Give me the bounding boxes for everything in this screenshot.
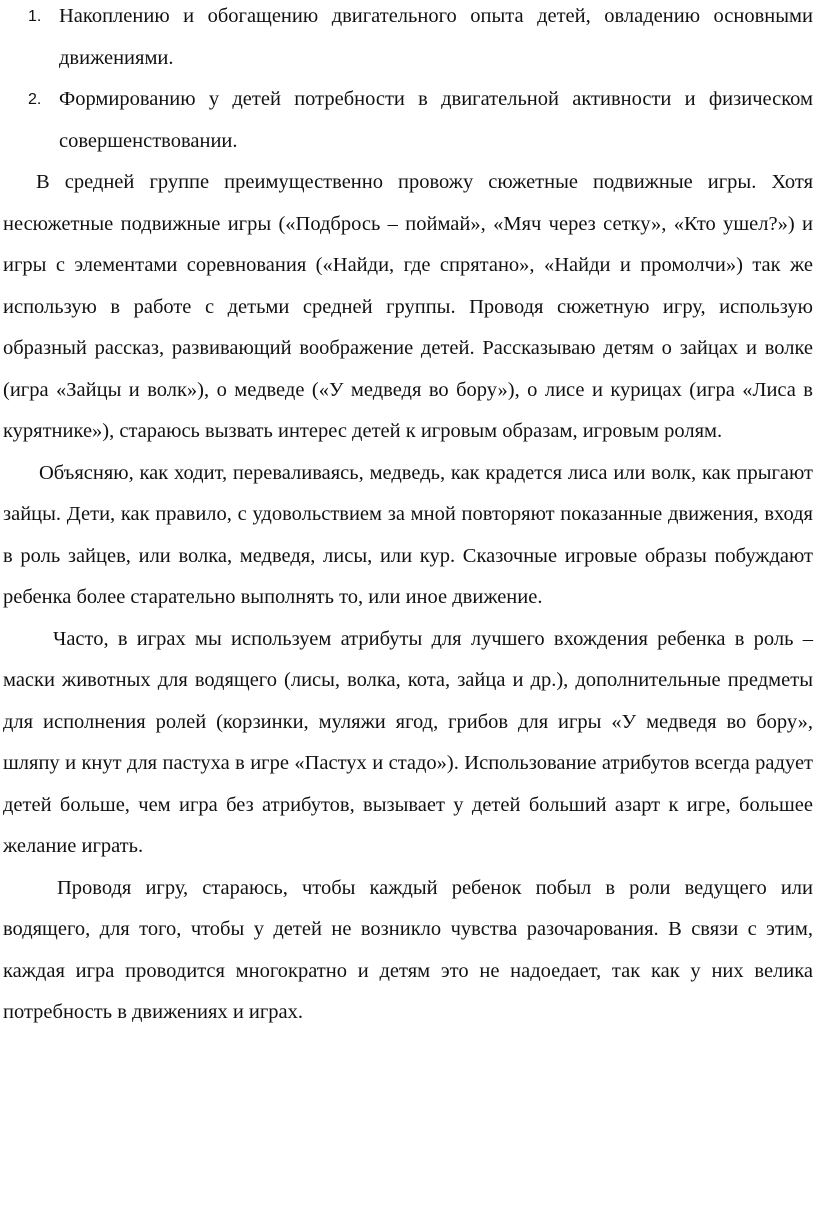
- numbered-list: [3, 0, 813, 162]
- list-item-number: 2.: [28, 91, 42, 108]
- paragraph-every-child-leads: Проводя игру, стараюсь, чтобы каждый ребенок побыл в роли ведущего или водящего, для того, чтобы у детей не возникло чувства разочарования. В связи с этим, каждая игра проводится многократно и детям это не надоедает, так как у них велика потребность в движениях и играх.: [3, 876, 813, 1023]
- paragraph-middle-group-games: В средней группе преимущественно провожу сюжетные подвижные игры. Хотя несюжетные подвижные игры («Подбрось – поймай», «Мяч через сетку», «Кто ушел?») и игры с элементами соревнования («Найди, где спрятано», «Найди и промолчи») так же использую в работе с детьми средней группы. Проводя сюжетную игру, использую образный рассказ, развивающий воображение детей. Рассказываю детям о зайцах и волке (игра «Зайцы и волк»), о медведе («У медведя во бору»), о лисе и курицах (игра «Лиса в курятнике»), стараюсь вызвать интерес детей к игровым образам, игровым ролям.: [3, 171, 813, 442]
- list-item-number: 1.: [28, 8, 42, 25]
- list-item: [3, 0, 813, 79]
- list-item-text: Накоплению и обогащению двигательного опыта детей, овладению основными движениями.: [59, 5, 813, 69]
- paragraph-attributes: Часто, в играх мы используем атрибуты для лучшего вхождения ребенка в роль – маски животных для водящего (лисы, волка, кота, зайца и др.), дополнительные предметы для исполнения ролей (корзинки, муляжи ягод, грибов для игры «У медведя во бору», шляпу и кнут для пастуха в игре «Пастух и стадо»). Использование атрибутов всегда радует детей больше, чем игра без атрибутов, вызывает у детей больший азарт к игре, большее желание играть.: [3, 627, 813, 857]
- list-item-text: Формированию у детей потребности в двигательной активности и физическом совершенствовании.: [59, 88, 813, 152]
- list-item: [3, 79, 813, 162]
- paragraph-explaining-movements: Объясняю, как ходит, переваливаясь, медведь, как крадется лиса или волк, как прыгают зайцы. Дети, как правило, с удовольствием за мной повторяют показанные движения, входя в роль зайцев, или волка, медведя, лисы, или кур. Сказочные игровые образы побуждают ребенка более старательно выполнять то, или иное движение.: [3, 461, 813, 608]
